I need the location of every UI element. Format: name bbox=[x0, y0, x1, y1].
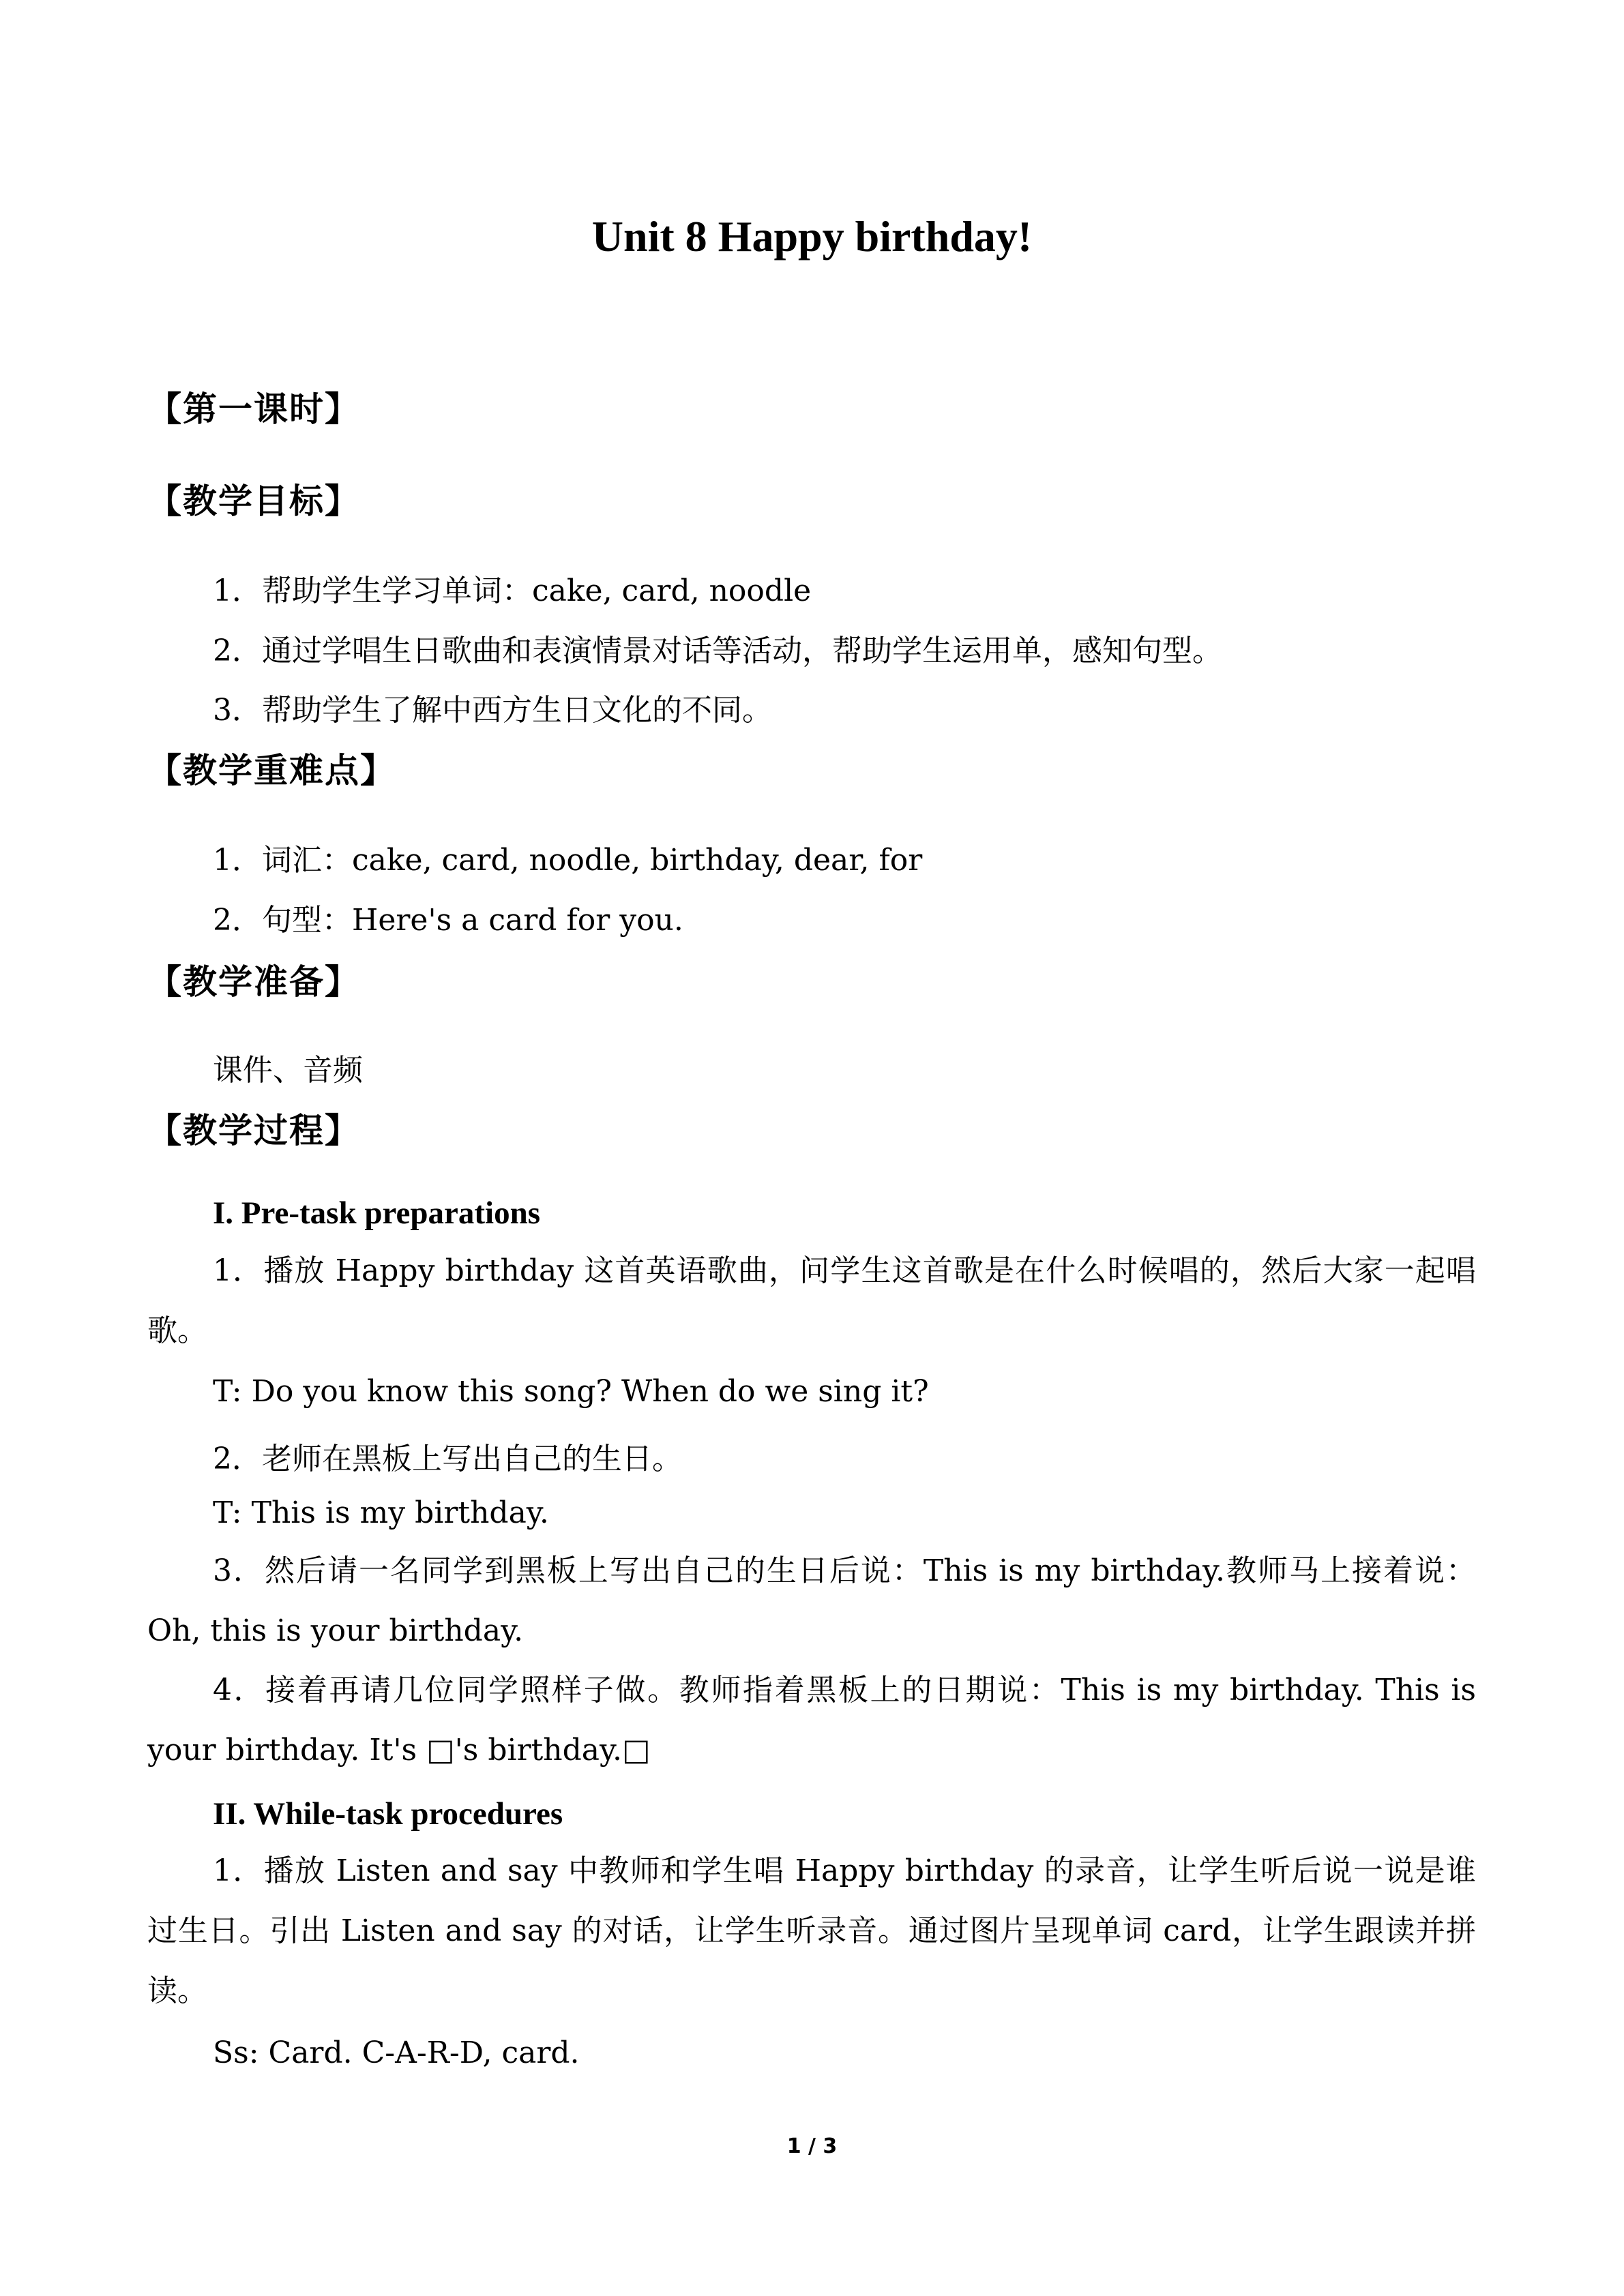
lesson-heading: 【第一课时】 bbox=[147, 389, 360, 429]
step-paragraph: 2．老师在黑板上写出自己的生日。 bbox=[213, 1442, 682, 1476]
goal-item: 2．通过学唱生日歌曲和表演情景对话等活动，帮助学生运用单，感知句型。 bbox=[213, 633, 1222, 668]
document-title: Unit 8 Happy birthday! bbox=[591, 212, 1033, 260]
page-number: 1 / 3 bbox=[786, 2134, 838, 2158]
key-point-item: 1．词汇：cake, card, noodle, birthday, dear, for bbox=[213, 843, 923, 878]
goal-item: 1．帮助学生学习单词：cake, card, noodle bbox=[213, 573, 812, 608]
prep-text: 课件、音频 bbox=[213, 1053, 363, 1088]
key-points-heading: 【教学重难点】 bbox=[147, 751, 396, 790]
step-paragraph: 3．然后请一名同学到黑板上写出自己的生日后说：This is my birthday.教师马上接着说：Oh, this is your birthday. bbox=[147, 1553, 1476, 1648]
step-paragraph: 4．接着再请几位同学照样子做。教师指着黑板上的日期说：This is my birthday. This is your birthday. It's □'s birthday.□ bbox=[147, 1673, 1476, 1768]
while-task-title: II. While-task procedures bbox=[213, 1796, 563, 1832]
process-heading: 【教学过程】 bbox=[147, 1111, 360, 1150]
step-paragraph: 1．播放 Happy birthday 这首英语歌曲，问学生这首歌是在什么时候唱的，然后大家一起唱歌。 bbox=[147, 1253, 1476, 1348]
key-point-item: 2．句型：Here's a card for you. bbox=[213, 903, 683, 938]
goal-item: 3．帮助学生了解中西方生日文化的不同。 bbox=[213, 693, 772, 728]
teacher-line: T: This is my birthday. bbox=[213, 1495, 549, 1530]
teacher-line: T: Do you know this song? When do we sing it? bbox=[213, 1374, 929, 1409]
goals-heading: 【教学目标】 bbox=[147, 481, 360, 521]
prep-heading: 【教学准备】 bbox=[147, 962, 360, 1002]
student-line: Ss: Card. C-A-R-D, card. bbox=[213, 2036, 580, 2070]
pre-task-title: I. Pre-task preparations bbox=[213, 1195, 541, 1231]
step-paragraph: 1．播放 Listen and say 中教师和学生唱 Happy birthday 的录音，让学生听后说一说是谁过生日。引出 Listen and say 的对话，让学生听录音。通过图片呈现单词 card，让学生跟读并拼读。 bbox=[147, 1853, 1476, 2008]
